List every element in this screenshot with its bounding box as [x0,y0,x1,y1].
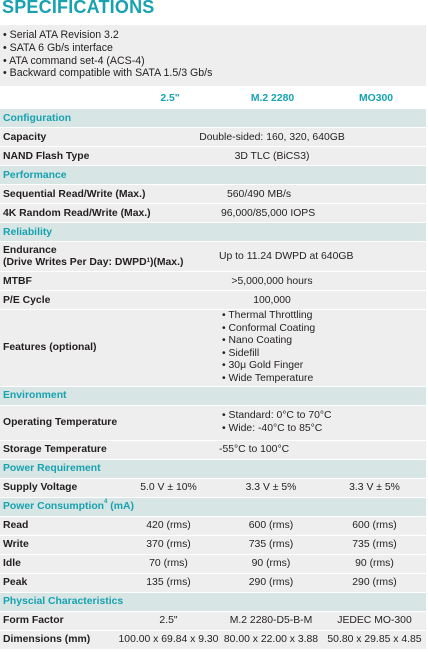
cell-m2: 290 (rms) [219,573,323,592]
section-header: Performance [0,166,426,185]
cell-m2: 3.3 V ± 5% [219,478,323,497]
section-header: Power Requirement [0,459,426,478]
section-unit: (mA) [107,501,134,513]
row-value [219,405,426,440]
row-label: Sequential Read/Write (Max.) [0,185,219,204]
page-title: SPECIFICATIONS [2,0,155,17]
row-value: -55°C to 100°C [219,440,426,459]
intro-item: • SATA 6 Gb/s interface [3,41,113,54]
cell-2-5: 70 (rms) [118,554,219,573]
cell-2-5: 370 (rms) [118,535,219,554]
table-row [0,535,426,554]
cell-2-5: 2.5" [118,611,219,630]
cell-m2: 735 (rms) [219,535,323,554]
list-item: • 30μ Gold Finger [222,360,304,372]
intro-item: • Backward compatible with SATA 1.5/3 Gb/s [3,67,213,80]
cell-mo300: 735 (rms) [323,535,426,554]
cell-m2: 600 (rms) [219,516,323,535]
list-item: • Wide Temperature [222,372,314,384]
row-value: 96,000/85,000 IOPS [219,204,426,223]
intro-box [0,25,426,86]
cell-m2: M.2 2280-D5-B-M [219,611,323,630]
row-value: Up to 11.24 DWPD at 640GB [219,242,426,272]
intro-item: • ATA command set-4 (ACS-4) [3,54,145,67]
cell-mo300: JEDEC MO-300 [323,611,426,630]
row-value: Double-sided: 160, 320, 640GB [118,128,426,147]
list-item: • Standard: 0°C to 70°C [222,409,332,421]
section-header: Environment [0,386,426,405]
row-label: 4K Random Read/Write (Max.) [0,204,219,223]
column-header-row [0,88,426,109]
table-row [0,272,426,291]
table-row [0,147,426,166]
table-row [0,310,426,387]
row-value: >5,000,000 hours [118,272,426,291]
table-row [0,204,426,223]
temperature-list [222,410,332,435]
table-row [0,554,426,573]
cell-mo300: 3.3 V ± 5% [323,478,426,497]
table-row [0,573,426,592]
row-label: Features (optional) [0,310,118,387]
table-row [0,185,426,204]
row-label: Capacity [0,128,118,147]
list-item: • Nano Coating [222,335,293,347]
column-header: MO300 [323,88,426,109]
cell-2-5: 420 (rms) [118,516,219,535]
table-row [0,242,426,272]
section-header: Reliability [0,223,426,242]
table-row [0,516,426,535]
row-label: NAND Flash Type [0,147,118,166]
cell-2-5: 100.00 x 69.84 x 9.30 [118,630,219,649]
row-label: Peak [0,573,118,592]
table-row [0,611,426,630]
list-item: • Sidefill [222,347,260,359]
row-label: MTBF [0,272,118,291]
row-label: Storage Temperature [0,440,219,459]
cell-mo300: 50.80 x 29.85 x 4.85 [323,630,426,649]
cell-mo300: 600 (rms) [323,516,426,535]
table-row [0,440,426,459]
footnote-mark: 4 [104,499,108,506]
table-row [0,478,426,497]
endurance-label-line2a: (Drive Writes Per Day: DWPD [3,256,147,268]
table-row [0,128,426,147]
footnote-mark: 1 [146,257,150,264]
row-value: 100,000 [118,291,426,310]
table-row [0,405,426,440]
list-item: • Conformal Coating [222,322,316,334]
endurance-label-line1: Endurance [3,244,57,256]
row-value: 560/490 MB/s [219,185,426,204]
row-label: Write [0,535,118,554]
row-label: Operating Temperature [0,405,219,440]
cell-2-5: 5.0 V ± 10% [118,478,219,497]
section-header: Configuration [0,109,426,128]
feature-bullet-list [0,25,426,80]
row-value [219,310,426,387]
row-label: Idle [0,554,118,573]
intro-item: • Serial ATA Revision 3.2 [3,29,119,41]
spec-table [0,88,426,650]
column-header: M.2 2280 [219,88,323,109]
row-label [0,242,219,272]
row-label: Form Factor [0,611,118,630]
cell-mo300: 290 (rms) [323,573,426,592]
row-label: Dimensions (mm) [0,630,118,649]
cell-mo300: 90 (rms) [323,554,426,573]
endurance-label-line2b: )(Max.) [149,256,184,268]
row-value: 3D TLC (BiCS3) [118,147,426,166]
list-item: • Thermal Throttling [222,310,313,321]
features-list [222,310,315,386]
table-row [0,291,426,310]
row-label: Supply Voltage [0,478,118,497]
cell-2-5: 135 (rms) [118,573,219,592]
column-header: 2.5" [118,88,219,109]
section-header: Physcial Characteristics [0,592,426,611]
row-label: P/E Cycle [0,291,118,310]
list-item: • Wide: -40°C to 85°C [222,422,323,434]
cell-m2: 80.00 x 22.00 x 3.88 [219,630,323,649]
section-title: Power Consumption [3,501,105,513]
row-label: Read [0,516,118,535]
cell-m2: 90 (rms) [219,554,323,573]
section-header [0,497,426,516]
table-row [0,630,426,649]
